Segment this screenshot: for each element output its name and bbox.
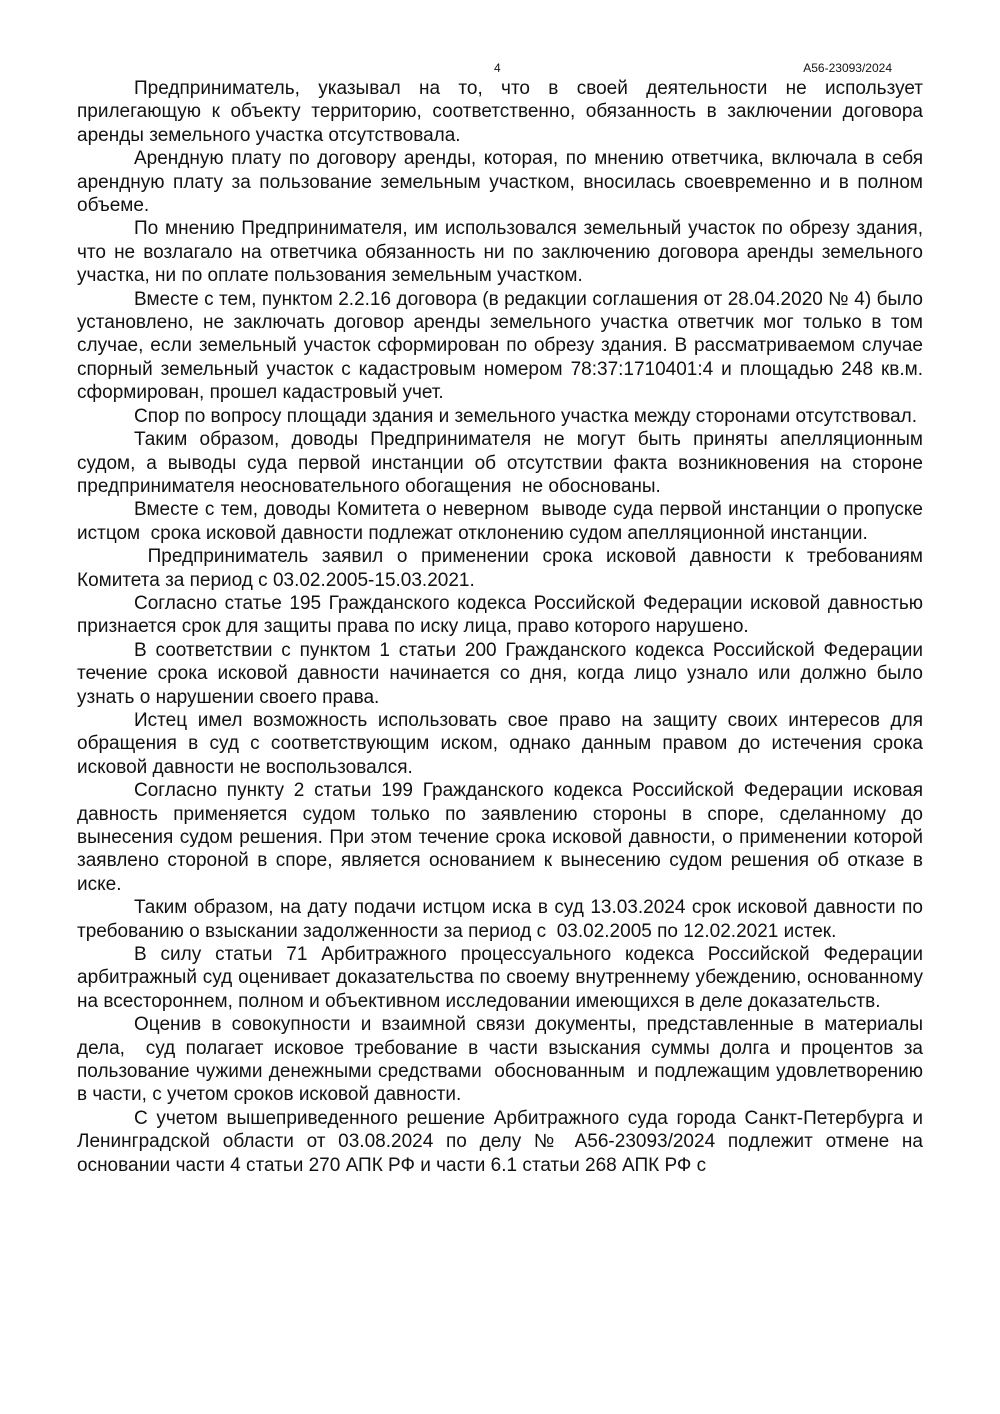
paragraph: Оценив в совокупности и взаимной связи документы, представленные в материалы дела, суд полагает исковое требование в части взыскания суммы долга и процентов за пользование чужими денежными средствами обоснованным и подлежащим удовлетворению в части, с учетом сроков исковой давности. [77,1014,929,1106]
paragraph: Спор по вопросу площади здания и земельного участка между сторонами отсутствовал. [134,405,918,427]
paragraph: Предприниматель, указывал на то, что в своей деятельности не использует прилегающую к объекту территорию, соответственно, обязанность в заключении договора аренды земельного участка отсутствовала. [77,78,929,146]
paragraph: В соответствии с пунктом 1 статьи 200 Гражданского кодекса Российской Федерации течение срока исковой давности начинается со дня, когда лицо узнало или должно было узнать о нарушении своего права. [77,639,929,708]
paragraph: Предприниматель заявил о применении срока исковой давности к требованиям Комитета за период с 03.02.2005-15.03.2021. [77,546,929,591]
paragraph: Арендную плату по договору аренды, которая, по мнению ответчика, включала в себя арендную плату за пользование земельным участком, вносилась своевременно и в полном объеме. [77,148,929,217]
paragraph: Таким образом, на дату подачи истцом иска в суд 13.03.2024 срок исковой давности по требованию о взыскании задолженности за период с 03.02.2005 по 12.02.2021 истек. [77,897,929,942]
paragraph: Согласно статье 195 Гражданского кодекса Российской Федерации исковой давностью признается срок для защиты права по иску лица, право которого нарушено. [77,592,929,638]
paragraph: В силу статьи 71 Арбитражного процессуального кодекса Российской Федерации арбитражный суд оценивает доказательства по своему внутреннему убеждению, основанному на всестороннем, полном и объективном исследовании имеющихся в деле доказательств. [77,944,929,1012]
paragraph: Истец имел возможность использовать свое право на защиту своих интересов для обращения в суд с соответствующим иском, однако данным правом до истечения срока исковой давности не воспользовался. [77,709,929,778]
paragraph: Вместе с тем, пунктом 2.2.16 договора (в редакции соглашения от 28.04.2020 № 4) было установлено, не заключать договор аренды земельного участка ответчик мог только в том случае, если земельный участок сформирован по обрезу здания. В рассматриваемом случае спорный земельный участок с кадастровым номером 78:37:1710401:4 и площадью 248 кв.м. сформирован, прошел кадастровый учет. [77,288,929,404]
paragraph: С учетом вышеприведенного решение Арбитражного суда города Санкт-Петербурга и Ленинградской области от 03.08.2024 по делу № А56-23093/2024 подлежит отмене на основании части 4 статьи 270 АПК РФ и части 6.1 статьи 268 АПК РФ с [77,1107,929,1176]
case-number: А56-23093/2024 [803,61,892,75]
paragraph: Вместе с тем, доводы Комитета о неверном выводе суда первой инстанции о пропуске истцом срока исковой давности подлежат отклонению судом апелляционной инстанции. [77,499,929,544]
document-body [77,77,929,1177]
paragraph: Согласно пункту 2 статьи 199 Гражданского кодекса Российской Федерации исковая давность применяется судом только по заявлению стороны в споре, сделанному до вынесения судом решения. При этом течение срока исковой давности, о применении которой заявлено стороной в споре, является основанием к вынесению судом решения об отказе в иске. [77,780,929,895]
page-number: 4 [494,61,501,75]
paragraph: По мнению Предпринимателя, им использовался земельный участок по обрезу здания, что не возлагало на ответчика обязанность ни по заключению договора аренды земельного участка, ни по оплате пользования земельным участком. [77,218,929,287]
paragraph: Таким образом, доводы Предпринимателя не могут быть приняты апелляционным судом, а выводы суда первой инстанции об отсутствии факта возникновения на стороне предпринимателя неосновательного обогащения не обоснованы. [77,429,929,497]
